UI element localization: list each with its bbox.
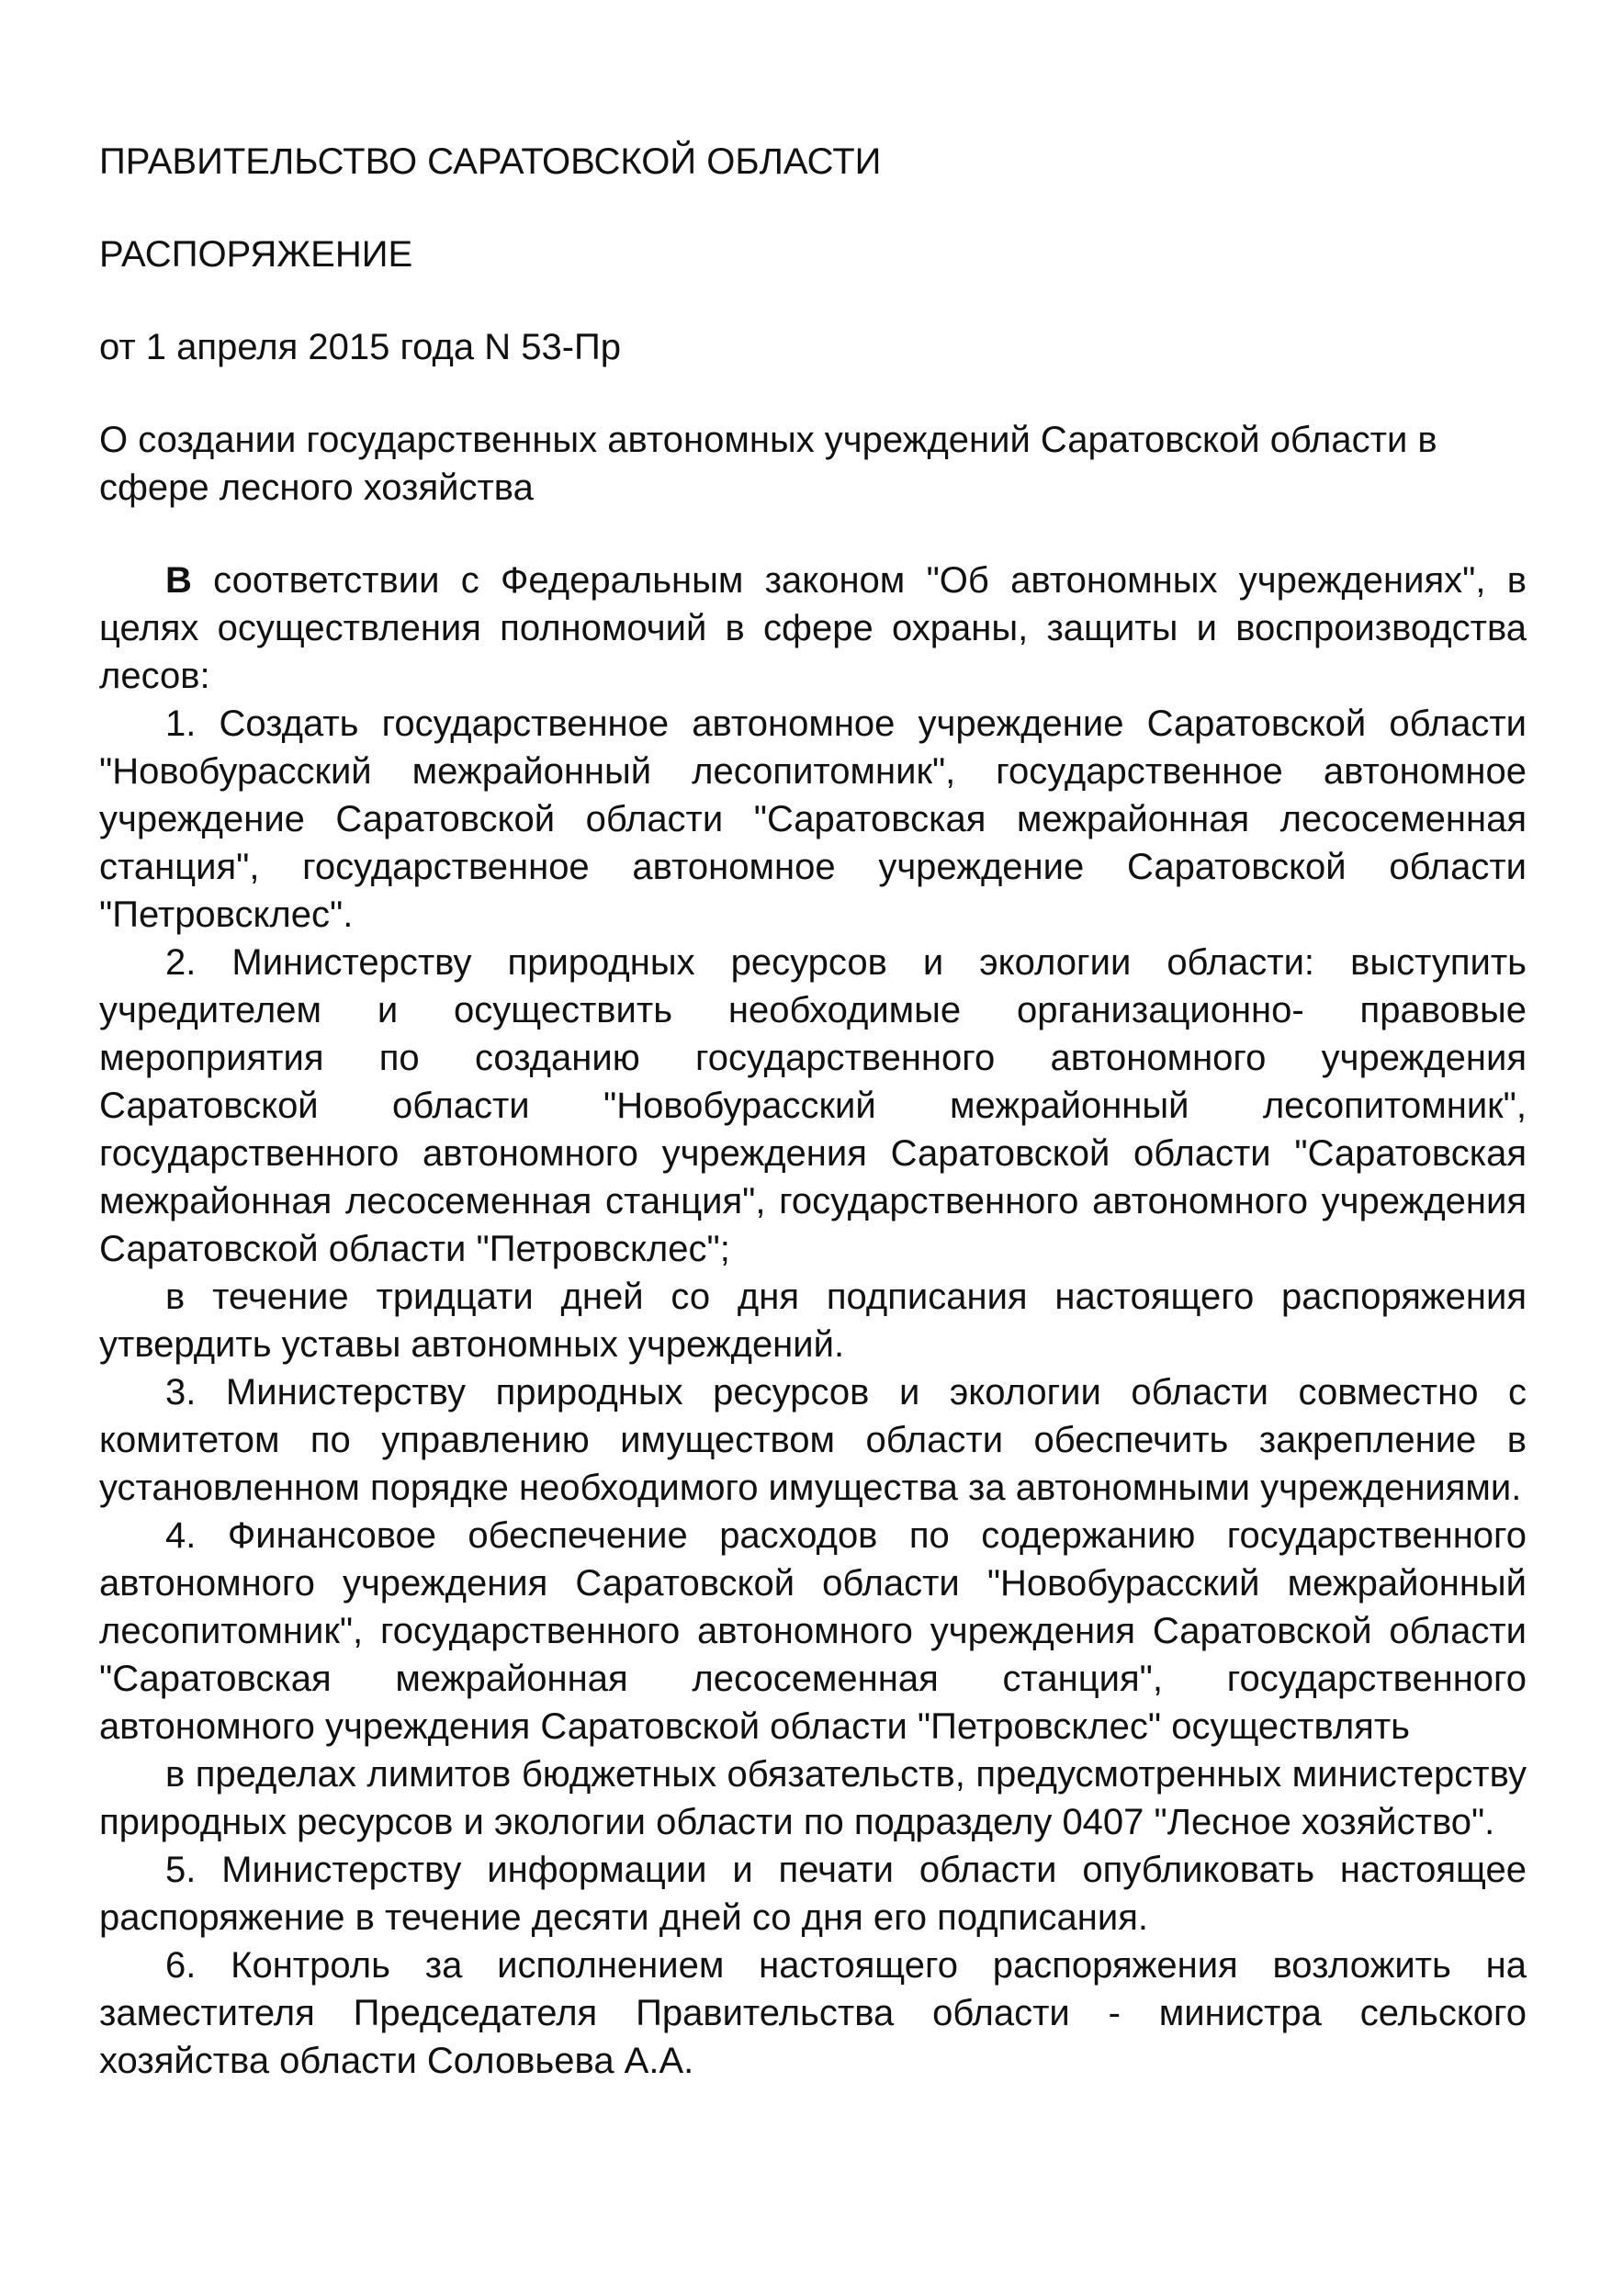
clause-3: 3. Министерству природных ресурсов и экологии области совместно с комитетом по управлению имуществом области обеспечить закрепление в установленном порядке необходимого имущества за автономными учреждениями.: [99, 1372, 1527, 1508]
document-type: РАСПОРЯЖЕНИЕ: [99, 234, 413, 275]
preamble-paragraph: [99, 557, 1527, 700]
preamble-lead-word: В: [165, 560, 192, 601]
clause-4: 4. Финансовое обеспечение расходов по содержанию государственного автономного учреждения Саратовской области "Новобурасский межрайонный лесопитомник", государственного автономного учреждения Саратовской области "Саратовская межрайонная лесосеменная станция", государственного автономного учреждения Саратовской области "Петровсклес" осуществлять: [99, 1515, 1527, 1747]
preamble-text: соответствии с Федеральным законом "Об автономных учреждениях", в целях осуществления полномочий в сфере охраны, защиты и воспроизводства лесов:: [99, 560, 1527, 696]
clause-6: 6. Контроль за исполнением настоящего распоряжения возложить на заместителя Председателя Правительства области - министра сельского хозяйства области Соловьева А.А.: [99, 1945, 1527, 2081]
document-body: [99, 138, 1527, 2085]
clause-2: 2. Министерству природных ресурсов и экологии области: выступить учредителем и осуществить необходимые организационно- правовые мероприятия по созданию государственного автономного учреждения Саратовской области "Новобурасский межрайонный лесопитомник", государственного автономного учреждения Саратовской области "Саратовская межрайонная лесосеменная станция", государственного автономного учреждения Саратовской области "Петровсклес";: [99, 942, 1527, 1269]
document-title: О создании государственных автономных учреждений Саратовской области в сфере лесного хозяйства: [99, 420, 1437, 508]
clause-4-continuation: в пределах лимитов бюджетных обязательств, предусмотренных министерству природных ресурсов и экологии области по подразделу 0407 "Лесное хозяйство".: [99, 1754, 1527, 1842]
issuing-authority: ПРАВИТЕЛЬСТВО САРАТОВСКОЙ ОБЛАСТИ: [99, 141, 882, 182]
clause-2-continuation: в течение тридцати дней со дня подписания настоящего распоряжения утвердить уставы автономных учреждений.: [99, 1277, 1527, 1365]
clause-5: 5. Министерству информации и печати области опубликовать настоящее распоряжение в течение десяти дней со дня его подписания.: [99, 1850, 1527, 1938]
clause-1: 1. Создать государственное автономное учреждение Саратовской области "Новобурасский межрайонный лесопитомник", государственное автономное учреждение Саратовской области "Саратовская межрайонная лесосеменная станция", государственное автономное учреждение Саратовской области "Петровсклес".: [99, 703, 1527, 935]
document-date-number: от 1 апреля 2015 года N 53-Пр: [99, 327, 622, 367]
